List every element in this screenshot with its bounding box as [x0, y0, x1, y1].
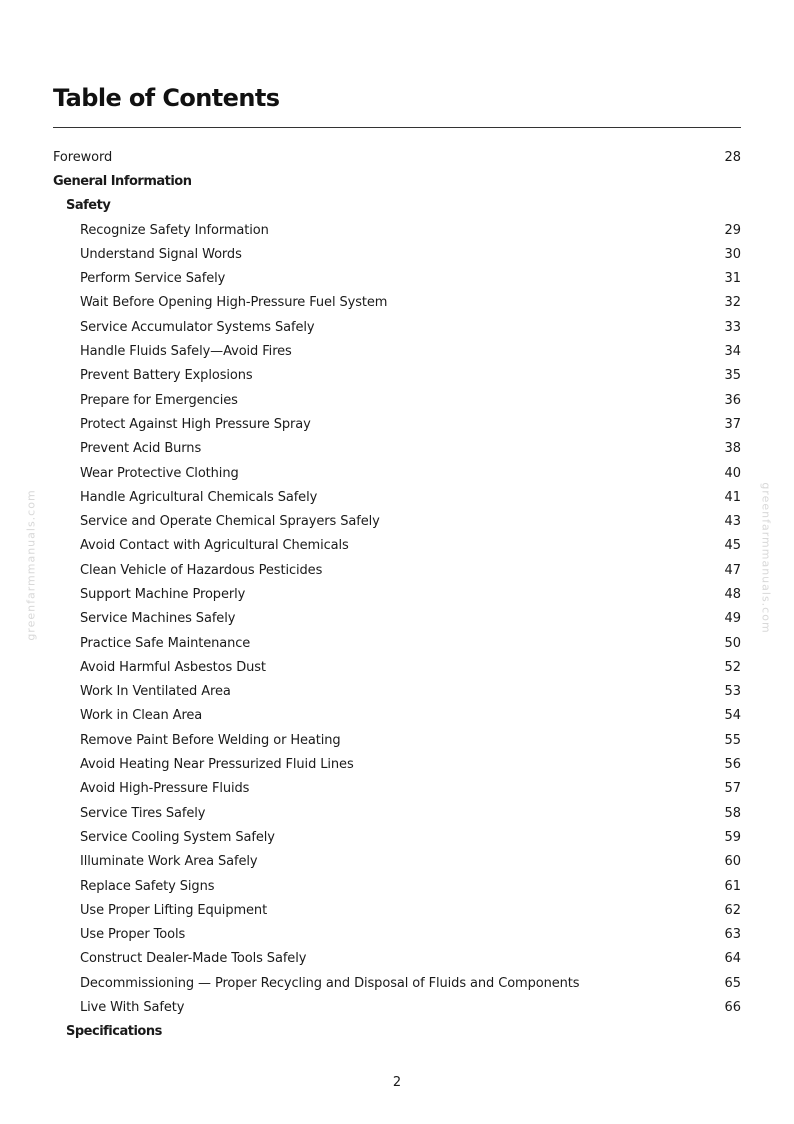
title-divider	[53, 127, 741, 128]
toc-entry-label: Service Machines Safely	[80, 611, 236, 627]
toc-entry[interactable]	[53, 291, 741, 315]
toc-entry-label: Construct Dealer-Made Tools Safely	[80, 951, 307, 967]
toc-entry-label: Live With Safety	[80, 1000, 185, 1016]
toc-entry-page: 65	[724, 975, 741, 991]
toc-entry-label: Illuminate Work Area Safely	[80, 854, 258, 870]
toc-entry[interactable]	[53, 218, 741, 242]
toc-entry-page: 40	[724, 465, 741, 481]
toc-entry-label: Handle Fluids Safely—Avoid Fires	[80, 344, 292, 360]
toc-entry[interactable]	[53, 777, 741, 801]
toc-entry-page: 41	[724, 489, 741, 505]
toc-entry-label: Service Cooling System Safely	[80, 829, 275, 845]
toc-entry-label: Avoid High-Pressure Fluids	[80, 781, 250, 797]
toc-entry-label: Wait Before Opening High-Pressure Fuel System	[80, 295, 388, 311]
toc-entry[interactable]	[53, 242, 741, 266]
toc-entry[interactable]	[53, 558, 741, 582]
toc-entry[interactable]	[53, 801, 741, 825]
toc-entry-page: 50	[724, 635, 741, 651]
toc-entry-page: 29	[724, 222, 741, 238]
toc-list	[53, 145, 741, 1044]
toc-entry-label: General Information	[53, 173, 192, 189]
toc-entry-label: Use Proper Lifting Equipment	[80, 902, 268, 918]
toc-entry-page: 28	[724, 149, 741, 165]
toc-entry-label: Use Proper Tools	[80, 927, 186, 943]
toc-entry-label: Handle Agricultural Chemicals Safely	[80, 489, 318, 505]
toc-entry-label: Service Tires Safely	[80, 805, 206, 821]
toc-entry[interactable]	[53, 680, 741, 704]
toc-entry[interactable]	[53, 607, 741, 631]
toc-entry-page: 54	[724, 708, 741, 724]
toc-entry[interactable]	[53, 898, 741, 922]
toc-entry-label: Foreword	[53, 149, 113, 165]
toc-entry-label: Work in Clean Area	[80, 708, 203, 724]
toc-entry-label: Safety	[66, 198, 111, 214]
toc-entry-label: Service and Operate Chemical Sprayers Safely	[80, 514, 380, 530]
toc-entry-page: 62	[724, 902, 741, 918]
toc-entry-page: 66	[724, 1000, 741, 1016]
page-number: 2	[392, 1075, 402, 1090]
toc-entry-label: Understand Signal Words	[80, 246, 242, 262]
toc-entry[interactable]	[53, 315, 741, 339]
toc-entry-label: Avoid Heating Near Pressurized Fluid Lines	[80, 757, 354, 773]
toc-entry[interactable]	[53, 461, 741, 485]
toc-entry-page: 58	[724, 805, 741, 821]
toc-entry-page: 30	[724, 246, 741, 262]
toc-entry-label: Prevent Battery Explosions	[80, 368, 253, 384]
toc-entry[interactable]	[53, 995, 741, 1019]
toc-entry-label: Practice Safe Maintenance	[80, 635, 251, 651]
toc-entry-page: 49	[724, 611, 741, 627]
toc-entry-page: 34	[724, 344, 741, 360]
toc-entry[interactable]	[53, 266, 741, 290]
toc-entry[interactable]	[53, 850, 741, 874]
toc-entry[interactable]	[53, 534, 741, 558]
toc-section-heading	[53, 1020, 741, 1044]
toc-entry-label: Wear Protective Clothing	[80, 465, 239, 481]
toc-entry-page: 31	[724, 271, 741, 287]
toc-entry[interactable]	[53, 631, 741, 655]
toc-entry-page: 36	[724, 392, 741, 408]
toc-entry-page: 56	[724, 757, 741, 773]
toc-entry-label: Replace Safety Signs	[80, 878, 215, 894]
toc-entry-label: Prepare for Emergencies	[80, 392, 238, 408]
toc-entry[interactable]	[53, 971, 741, 995]
toc-entry[interactable]	[53, 388, 741, 412]
toc-entry-page: 63	[724, 927, 741, 943]
toc-entry[interactable]	[53, 704, 741, 728]
watermark-right: greenfarmmanuals.com	[759, 482, 773, 634]
toc-entry-page: 48	[724, 586, 741, 602]
toc-entry[interactable]	[53, 582, 741, 606]
toc-entry-label: Perform Service Safely	[80, 271, 226, 287]
toc-entry-label: Decommissioning — Proper Recycling and Disposal of Fluids and Components	[80, 975, 580, 991]
toc-entry-label: Prevent Acid Burns	[80, 441, 202, 457]
toc-entry-page: 53	[724, 684, 741, 700]
toc-entry-page: 60	[724, 854, 741, 870]
toc-entry-page: 59	[724, 829, 741, 845]
toc-entry[interactable]	[53, 364, 741, 388]
toc-entry-page: 55	[724, 732, 741, 748]
toc-entry-label: Avoid Harmful Asbestos Dust	[80, 659, 266, 675]
toc-entry-label: Remove Paint Before Welding or Heating	[80, 732, 341, 748]
toc-entry-page: 43	[724, 514, 741, 530]
toc-entry[interactable]	[53, 437, 741, 461]
toc-entry[interactable]	[53, 655, 741, 679]
toc-entry[interactable]	[53, 874, 741, 898]
toc-entry-page: 52	[724, 659, 741, 675]
toc-entry-label: Protect Against High Pressure Spray	[80, 416, 311, 432]
toc-section-heading	[53, 169, 741, 193]
toc-entry-page: 37	[724, 416, 741, 432]
toc-entry[interactable]	[53, 825, 741, 849]
page-title: Table of Contents	[53, 84, 280, 112]
toc-entry-page: 33	[724, 319, 741, 335]
toc-entry-label: Clean Vehicle of Hazardous Pesticides	[80, 562, 323, 578]
toc-entry-page: 35	[724, 368, 741, 384]
toc-entry[interactable]	[53, 145, 741, 169]
toc-entry[interactable]	[53, 947, 741, 971]
toc-entry-page: 57	[724, 781, 741, 797]
toc-entry-label: Support Machine Properly	[80, 586, 246, 602]
toc-entry[interactable]	[53, 923, 741, 947]
toc-entry-page: 32	[724, 295, 741, 311]
toc-entry-page: 38	[724, 441, 741, 457]
toc-entry-label: Avoid Contact with Agricultural Chemicals	[80, 538, 349, 554]
toc-entry-page: 61	[724, 878, 741, 894]
toc-entry-label: Recognize Safety Information	[80, 222, 269, 238]
toc-entry-label: Work In Ventilated Area	[80, 684, 231, 700]
toc-entry[interactable]	[53, 339, 741, 363]
watermark-left: greenfarmmanuals.com	[24, 489, 38, 641]
toc-entry[interactable]	[53, 485, 741, 509]
toc-entry-page: 47	[724, 562, 741, 578]
toc-entry[interactable]	[53, 728, 741, 752]
toc-entry-page: 45	[724, 538, 741, 554]
toc-entry[interactable]	[53, 412, 741, 436]
toc-entry[interactable]	[53, 509, 741, 533]
toc-entry-label: Specifications	[66, 1024, 162, 1040]
toc-entry-label: Service Accumulator Systems Safely	[80, 319, 315, 335]
toc-entry-page: 64	[724, 951, 741, 967]
toc-section-heading	[53, 194, 741, 218]
toc-entry[interactable]	[53, 752, 741, 776]
